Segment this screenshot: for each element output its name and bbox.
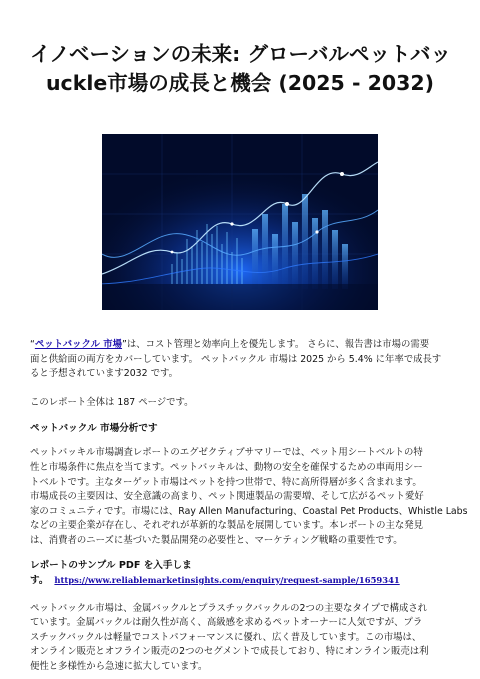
- section-heading: ペットバックル 市場分析です: [30, 423, 158, 435]
- intro-line-2: 面と供給面の両方をカバーしています。 ペットバックル 市場は 2025 から 5.4% に年率で成長す: [30, 353, 442, 365]
- summary-line: トベルトです。主なターゲット市場はペットを持つ世帯で、特に高所得層が多く含まれます。: [30, 476, 422, 488]
- market-keyword-link[interactable]: ペットバックル 市場: [34, 339, 123, 350]
- summary-line: 性と市場条件に焦点を当てます。ペットバッキルは、動物の安全を確保するための車両用シー: [30, 461, 423, 473]
- intro-line-3: ると予想されています2032 です。: [30, 368, 178, 380]
- hero-chart-image: [102, 134, 378, 310]
- summary-line: は、消費者のニーズに基づいた製品開発の必要性と、マーケティング戦略の重要性です。: [30, 534, 403, 546]
- types-line: オンライン販売とオフライン販売の2つのセグメントで成長しており、特にオンライン販売は利: [30, 646, 429, 658]
- types-line: ています。金属バックルは耐久性が高く、高級感を求めるペットオーナーに人気ですが、プラ: [30, 617, 423, 629]
- types-paragraph: [30, 602, 450, 675]
- open-quote: “: [30, 339, 35, 350]
- types-line: スチックバックルは軽量でコストパフォーマンスに優れ、広く普及しています。この市場は、: [30, 631, 422, 643]
- sample-heading-line-2: [30, 573, 450, 588]
- types-line: 便性と多様性から急速に拡大しています。: [30, 660, 208, 672]
- summary-line: ペットバッキル市場調査レポートのエグゼクティブサマリーでは、ペット用シートベルトの特: [30, 447, 423, 459]
- sample-heading-tail: す。: [30, 574, 49, 586]
- intro-line-1: [30, 338, 450, 353]
- summary-line: 市場成長の主要因は、安全意識の高まり、ペット関連製品の需要増、そして広がるペット愛好: [30, 491, 424, 503]
- page-count-note: このレポート全体は 187 ページです。: [30, 396, 194, 408]
- intro-line-1-rest: ”は、コスト管理と効率向上を優先します。 さらに、報告書は市場の需要: [122, 339, 430, 350]
- summary-line: 家のコミュニティです。市場には、Ray Allen Manufacturing、Coastal Pet Products、Whistle Labs: [30, 505, 468, 517]
- title-line-2: uckle市場の成長と機会 (2025 - 2032): [45, 71, 435, 95]
- types-line: ペットバックル市場は、金属バックルとプラスチックバックルの2つの主要なタイプで構成され: [30, 602, 428, 614]
- page-title: [30, 0, 450, 98]
- title-line-1: イノベーションの未来: グローバルペットバッ: [30, 42, 452, 66]
- summary-line: などの主要企業が存在し、それぞれが革新的な製品を展開しています。本レポートの主な発見: [30, 520, 424, 532]
- sample-request: [30, 559, 450, 588]
- intro-paragraph: [30, 338, 450, 382]
- sample-pdf-link[interactable]: https://www.reliablemarketinsights.com/enquiry/request-sample/1659341: [54, 574, 400, 585]
- summary-paragraph: [30, 446, 468, 548]
- sample-heading-line-1: レポートのサンプル PDF を入手しま: [30, 559, 192, 571]
